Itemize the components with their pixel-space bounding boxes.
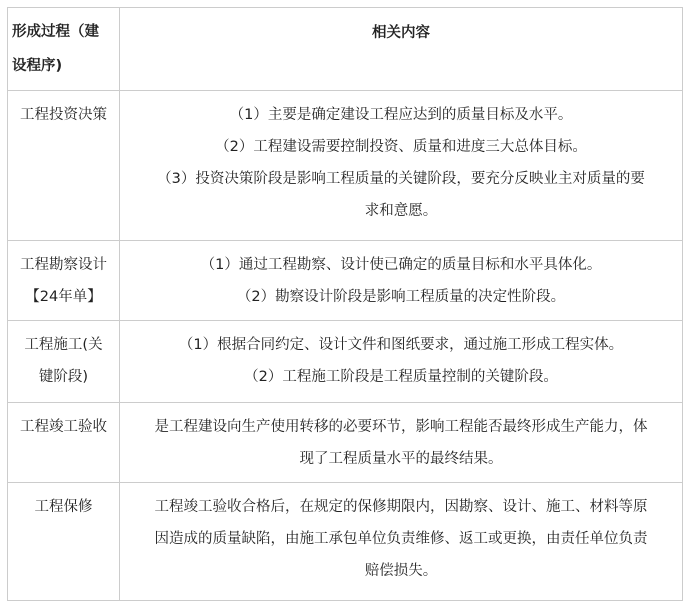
content-line: 现了工程质量水平的最终结果。	[299, 451, 503, 467]
stage-label: 工程保修	[34, 499, 93, 515]
table-row	[8, 403, 683, 483]
table-row	[8, 321, 683, 403]
stage-label: 工程勘察设计	[20, 257, 107, 273]
content-line: （2）工程建设需要控制投资、质量和进度三大总体目标。	[215, 139, 587, 155]
header-row	[8, 8, 683, 91]
header-stage-line2: 设程序)	[12, 58, 63, 74]
process-table	[7, 7, 683, 601]
stage-cell	[8, 321, 120, 403]
stage-label: 工程竣工验收	[20, 419, 107, 435]
stage-tag: 【24年单】	[25, 289, 102, 305]
content-cell	[120, 483, 683, 601]
header-content-label: 相关内容	[372, 25, 430, 41]
content-line: 求和意愿。	[364, 203, 438, 219]
stage-cell	[8, 241, 120, 321]
content-line: （1）通过工程勘察、设计使已确定的质量目标和水平具体化。	[200, 257, 602, 273]
content-cell	[120, 91, 683, 241]
stage-cell	[8, 483, 120, 601]
content-cell	[120, 403, 683, 483]
content-line: （2）勘察设计阶段是影响工程质量的决定性阶段。	[236, 289, 566, 305]
content-line: 赔偿损失。	[364, 563, 438, 579]
content-cell	[120, 321, 683, 403]
stage-cell	[8, 403, 120, 483]
table-row	[8, 91, 683, 241]
content-line: 是工程建设向生产使用转移的必要环节，影响工程能否最终形成生产能力，体	[154, 419, 648, 435]
header-content	[120, 8, 683, 91]
table-row	[8, 241, 683, 321]
stage-label: 工程投资决策	[20, 107, 107, 123]
content-line: （2）工程施工阶段是工程质量控制的关键阶段。	[244, 369, 558, 385]
content-line: 工程竣工验收合格后，在规定的保修期限内，因勘察、设计、施工、材料等原	[154, 499, 648, 515]
content-line: （3）投资决策阶段是影响工程质量的关键阶段，要充分反映业主对质量的要	[157, 171, 645, 187]
stage-label: 工程施工(关	[24, 337, 103, 353]
content-line: 因造成的质量缺陷，由施工承包单位负责维修、返工或更换，由责任单位负责	[154, 531, 648, 547]
content-line: （1）主要是确定建设工程应达到的质量目标及水平。	[229, 107, 573, 123]
stage-label-cont: 键阶段)	[38, 369, 89, 385]
table-row	[8, 483, 683, 601]
stage-cell	[8, 91, 120, 241]
content-cell	[120, 241, 683, 321]
content-line: （1）根据合同约定、设计文件和图纸要求，通过施工形成工程实体。	[178, 337, 624, 353]
header-stage	[8, 8, 120, 91]
header-stage-line1: 形成过程（建	[12, 24, 99, 40]
